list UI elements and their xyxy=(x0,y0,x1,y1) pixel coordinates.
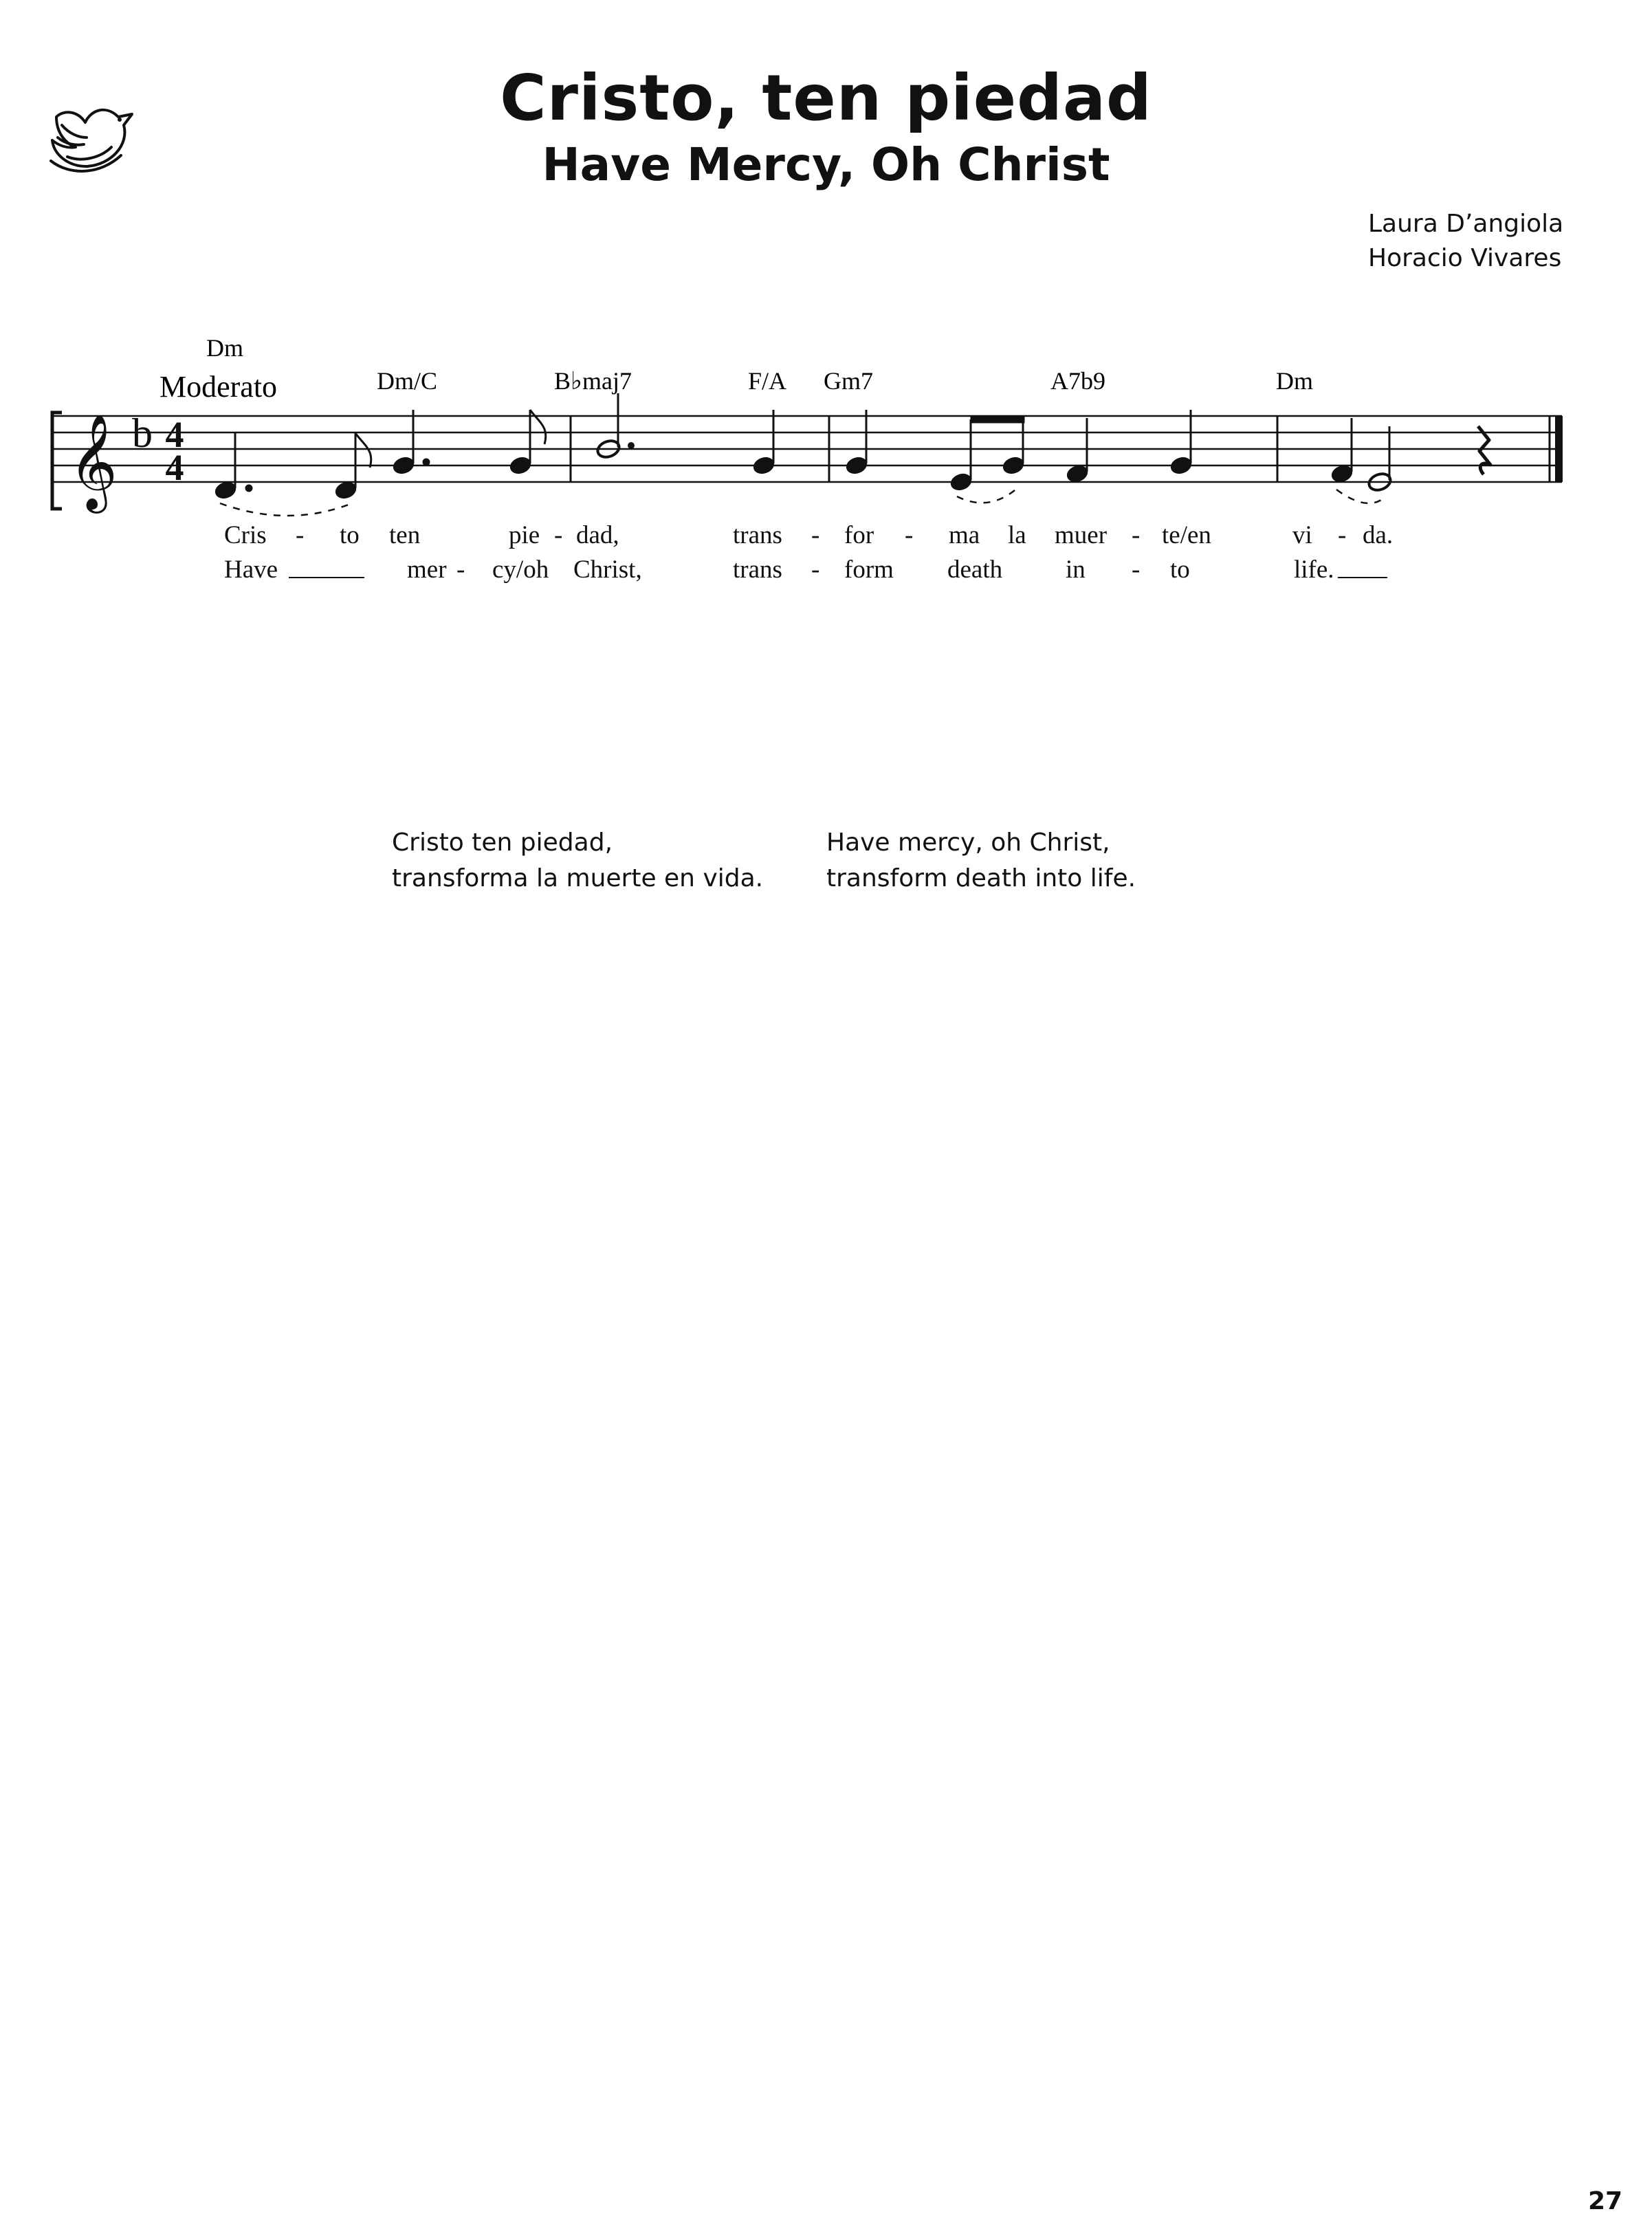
lyric-syllable: trans xyxy=(733,556,782,584)
treble-clef: 𝄞 xyxy=(69,414,118,509)
verse-english-line: Have mercy, oh Christ, xyxy=(826,829,1110,857)
lyric-syllable: ten xyxy=(389,521,421,549)
arranger-credit: Horacio Vivares xyxy=(1368,244,1562,272)
tempo-marking: Moderato xyxy=(159,370,278,404)
page-subtitle: Have Mercy, Oh Christ xyxy=(542,138,1110,191)
lyric-syllable: to xyxy=(340,521,360,549)
chord-symbol: F/A xyxy=(748,367,787,395)
chord-symbol: Dm xyxy=(1276,367,1313,395)
note xyxy=(1367,426,1393,493)
verse-english-line: transform death into life. xyxy=(826,864,1136,892)
quarter-rest xyxy=(1478,426,1490,474)
lyric-hyphen: - xyxy=(1132,521,1141,549)
note xyxy=(1330,418,1354,484)
verse-spanish-line: transforma la muerte en vida. xyxy=(392,864,764,892)
lyric-hyphen: - xyxy=(296,521,305,549)
staff-bracket xyxy=(52,413,62,509)
lyric-hyphen: - xyxy=(1338,521,1347,549)
note xyxy=(595,393,621,460)
lyric-syllable: te/en xyxy=(1162,521,1211,549)
lyric-hyphen: - xyxy=(905,521,914,549)
lyric-hyphen: - xyxy=(456,556,465,584)
lyric-syllable: for xyxy=(844,521,874,549)
lyric-syllable: Christ, xyxy=(573,556,642,584)
lyric-syllable: mer xyxy=(407,556,447,584)
note xyxy=(213,433,252,501)
lyric-syllable: Have xyxy=(224,556,278,584)
note xyxy=(1065,418,1090,484)
lyric-syllable: Cris xyxy=(224,521,267,549)
note xyxy=(333,433,371,501)
lyrics-spanish xyxy=(224,521,1393,549)
lyric-syllable: dad, xyxy=(576,521,619,549)
time-signature-bottom: 4 xyxy=(165,447,184,488)
composer-credit: Laura D’angiola xyxy=(1368,210,1564,238)
dashed-slurs xyxy=(220,487,1386,516)
lyric-syllable: cy/oh xyxy=(492,556,549,584)
lyric-syllable: ma xyxy=(949,521,980,549)
lyric-hyphen: - xyxy=(554,521,563,549)
note xyxy=(844,410,869,476)
lyric-syllable: la xyxy=(1008,521,1026,549)
chord-symbol: Dm xyxy=(206,334,243,362)
lyric-syllable: form xyxy=(844,556,894,584)
lyric-syllable: pie xyxy=(509,521,540,549)
note xyxy=(751,410,776,476)
chord-symbol: B♭maj7 xyxy=(554,367,632,395)
chord-symbol: Gm7 xyxy=(824,367,873,395)
music-score xyxy=(0,0,1652,619)
lyric-syllable: to xyxy=(1170,556,1190,584)
final-bar-line xyxy=(1555,416,1563,482)
page-title: Cristo, ten piedad xyxy=(500,61,1152,135)
lyric-syllable: life. xyxy=(1294,556,1334,584)
lyric-syllable: muer xyxy=(1055,521,1108,549)
page-number: 27 xyxy=(1588,2187,1623,2215)
note-dot xyxy=(628,442,635,449)
lyrics-english xyxy=(224,556,1387,584)
time-signature-top: 4 xyxy=(165,414,184,455)
key-signature-flat: b xyxy=(132,410,153,456)
lyric-syllable: in xyxy=(1066,556,1086,584)
lyric-hyphen: - xyxy=(1132,556,1141,584)
chord-symbol: A7b9 xyxy=(1050,367,1105,395)
chord-symbol: Dm/C xyxy=(377,367,438,395)
lyric-hyphen: - xyxy=(811,521,820,549)
lyric-syllable: death xyxy=(947,556,1003,584)
lyric-hyphen: - xyxy=(811,556,820,584)
lyric-syllable: da. xyxy=(1363,521,1394,549)
lyric-syllable: vi xyxy=(1292,521,1312,549)
note xyxy=(1169,410,1193,476)
verse-spanish-line: Cristo ten piedad, xyxy=(392,829,613,857)
lyric-syllable: trans xyxy=(733,521,782,549)
